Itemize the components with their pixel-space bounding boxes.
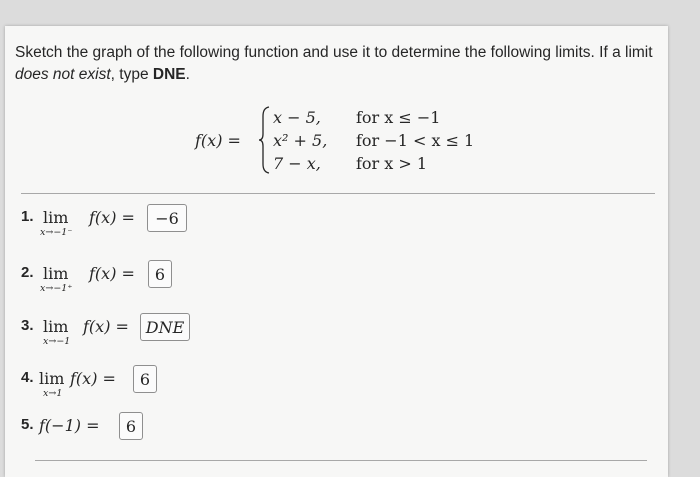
limit-subscript: x→−1⁺: [40, 283, 73, 294]
limit-expression: f(x) =: [89, 208, 135, 227]
prompt-text-3: .: [185, 66, 190, 83]
left-brace-icon: [258, 106, 270, 174]
piece-condition: for x > 1: [356, 154, 428, 173]
piece-condition: for x ≤ −1: [356, 108, 441, 127]
question-number: 2.: [21, 264, 34, 281]
limit-expression: f(x) =: [89, 264, 135, 283]
answer-value: −6: [155, 208, 179, 228]
limit-symbol: lim: [43, 208, 69, 227]
question-number: 1.: [21, 208, 34, 225]
piece-condition: for −1 < x ≤ 1: [356, 131, 475, 150]
question-number: 5.: [21, 416, 34, 433]
question-prompt: [15, 42, 655, 86]
divider-top: [21, 193, 655, 194]
piece-expression: x − 5,: [273, 108, 321, 127]
question-1: [21, 204, 221, 244]
piece-expression: 7 − x,: [273, 154, 321, 173]
answer-box-4[interactable]: [133, 365, 157, 393]
limit-expression: f(x) =: [70, 369, 116, 388]
answer-value: 6: [125, 416, 137, 436]
limit-subscript: x→−1⁻: [40, 227, 73, 238]
limit-symbol: lim: [39, 369, 65, 388]
answer-value: DNE: [145, 317, 185, 337]
answer-box-5[interactable]: [119, 412, 143, 440]
prompt-text: Sketch the graph of the following function and use it to determine the following limits. If a limit: [15, 44, 653, 61]
answer-value: 6: [154, 264, 166, 284]
question-2: [21, 260, 221, 300]
question-4: [21, 365, 221, 405]
value-expression: f(−1) =: [39, 416, 100, 435]
prompt-text-2: , type: [110, 66, 153, 83]
limit-symbol: lim: [43, 264, 69, 283]
prompt-bold-dne: DNE: [152, 66, 186, 83]
answer-box-3[interactable]: [140, 313, 190, 341]
limit-expression: f(x) =: [83, 317, 129, 336]
limit-symbol: lim: [43, 317, 69, 336]
prompt-italic: does not exist: [15, 66, 111, 83]
question-3: [21, 313, 221, 353]
function-name: f(x) =: [195, 131, 241, 150]
limit-subscript: x→−1: [43, 336, 71, 347]
question-card: [5, 26, 668, 477]
piece-expression: x² + 5,: [273, 131, 328, 150]
answer-box-1[interactable]: [147, 204, 187, 232]
question-number: 4.: [21, 369, 34, 386]
answer-value: 6: [139, 369, 151, 389]
limit-subscript: x→1: [43, 388, 63, 399]
question-number: 3.: [21, 317, 34, 334]
question-5: [21, 412, 221, 452]
divider-bottom: [35, 460, 647, 461]
answer-box-2[interactable]: [148, 260, 172, 288]
